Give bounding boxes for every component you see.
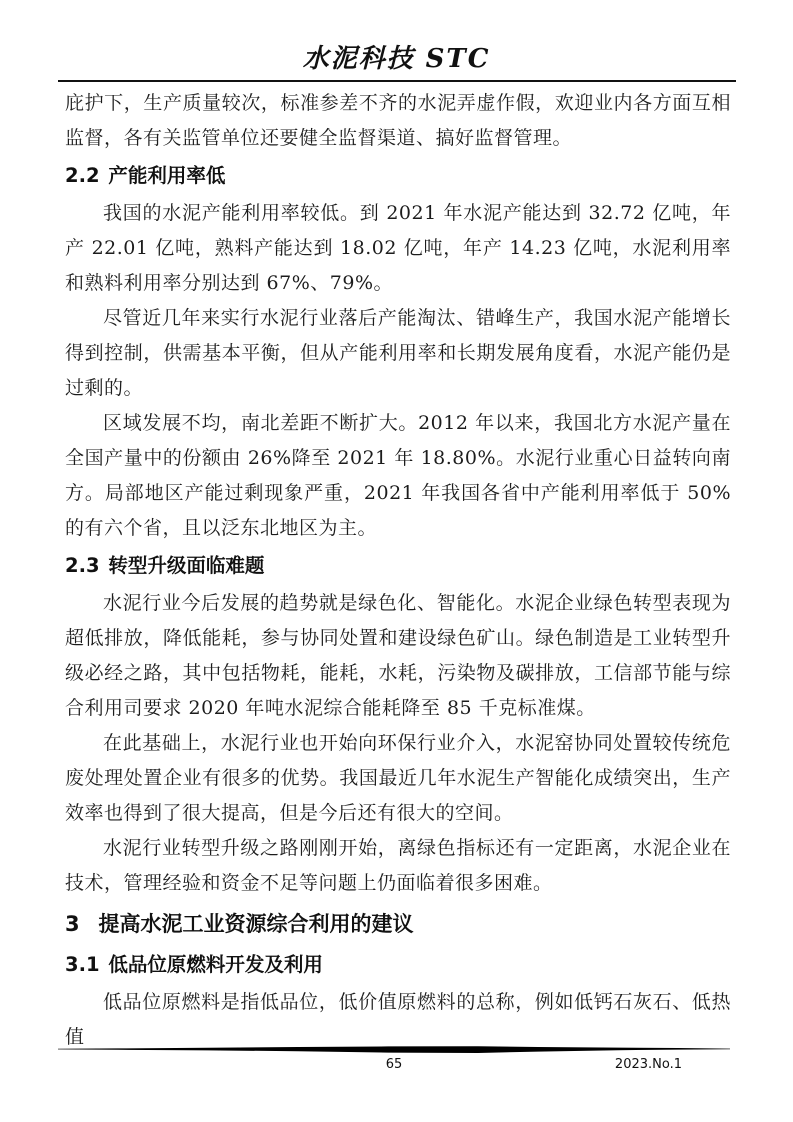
body-paragraph: 水泥行业今后发展的趋势就是绿色化、智能化。水泥企业绿色转型表现为超低排放，降低能耗，参与协同处置和建设绿色矿山。绿色制造是工业转型升级必经之路，其中包括物耗，能耗，水耗，污染物及碳排放，工信部节能与综合利用司要求 2020 年吨水泥综合能耗降至 85 千克标准煤。 <box>65 592 731 719</box>
header-rule <box>58 80 736 82</box>
section-number: 3 <box>65 912 80 936</box>
footer-rule <box>58 1046 730 1055</box>
section-heading-3 <box>65 903 731 945</box>
section-title: 低品位原燃料开发及利用 <box>108 953 323 976</box>
section-number: 3.1 <box>65 953 100 976</box>
section-number: 2.2 <box>65 164 100 187</box>
body-paragraph: 区域发展不均，南北差距不断扩大。2012 年以来，我国北方水泥产量在全国产量中的份额由 26%降至 2021 年 18.80%。水泥行业重心日益转向南方。局部地区产能过剩现象严重，2021 年我国各省中产能利用率低于 50%的有六个省，且以泛东北地区为主。 <box>65 412 731 539</box>
section-title: 产能利用率低 <box>108 164 226 187</box>
journal-title: 水泥科技 STC <box>302 44 491 74</box>
section-title: 提高水泥工业资源综合利用的建议 <box>98 912 414 936</box>
section-heading-2-3 <box>65 548 731 584</box>
body-paragraph: 水泥行业转型升级之路刚刚开始，离绿色指标还有一定距离，水泥企业在技术，管理经验和资金不足等问题上仍面临着很多困难。 <box>65 837 731 894</box>
page-number: 65 <box>385 1057 403 1072</box>
body-paragraph: 尽管近几年来实行水泥行业落后产能淘汰、错峰生产，我国水泥产能增长得到控制，供需基本平衡，但从产能利用率和长期发展角度看，水泥产能仍是过剩的。 <box>65 307 731 399</box>
section-heading-2-2 <box>65 158 731 194</box>
body-paragraph: 我国的水泥产能利用率较低。到 2021 年水泥产能达到 32.72 亿吨，年产 22.01 亿吨，熟料产能达到 18.02 亿吨，年产 14.23 亿吨，水泥利用率和熟料利用率分别达到 67%、79%。 <box>65 202 731 294</box>
paragraph-continuation: 庇护下，生产质量较次，标准参差不齐的水泥弄虚作假，欢迎业内各方面互相监督，各有关监管单位还要健全监督渠道、搞好监督管理。 <box>65 92 731 149</box>
issue-label: 2023.No.1 <box>614 1057 682 1072</box>
document-body <box>65 86 731 1055</box>
body-paragraph: 在此基础上，水泥行业也开始向环保行业介入，水泥窑协同处置较传统危废处理处置企业有很多的优势。我国最近几年水泥生产智能化成绩突出，生产效率也得到了很大提高，但是今后还有很大的空间。 <box>65 732 731 824</box>
page-footer <box>58 1055 730 1075</box>
section-title: 转型升级面临难题 <box>108 554 265 577</box>
section-number: 2.3 <box>65 554 100 577</box>
section-heading-3-1 <box>65 947 731 983</box>
body-paragraph: 低品位原燃料是指低品位，低价值原燃料的总称，例如低钙石灰石、低热值 <box>65 991 731 1048</box>
